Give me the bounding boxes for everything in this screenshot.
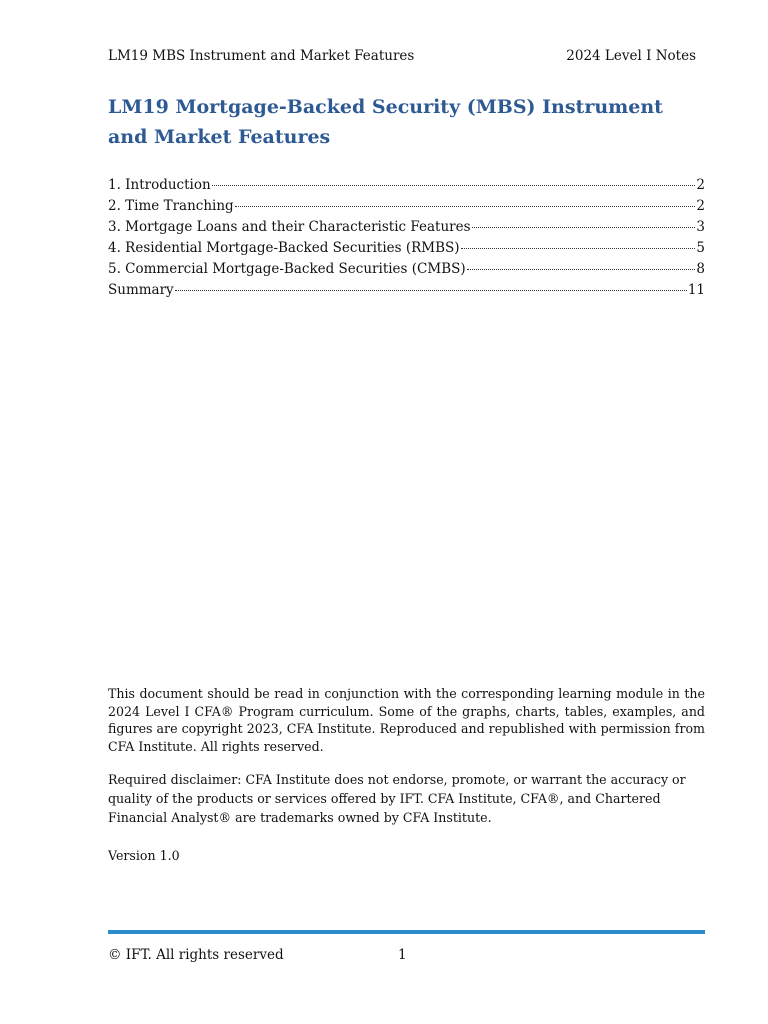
footer-copyright: © IFT. All rights reserved	[108, 947, 284, 963]
toc-entry-page: 2	[696, 177, 705, 193]
toc-entry-label: 4. Residential Mortgage-Backed Securities (RMBS)	[108, 240, 460, 256]
toc-dot-leader	[235, 196, 696, 207]
header-module-title: LM19 MBS Instrument and Market Features	[108, 48, 415, 64]
toc-dot-leader	[461, 238, 696, 249]
header-level-notes: 2024 Level I Notes	[566, 48, 696, 64]
toc-entry-rmbs[interactable]	[108, 238, 705, 259]
toc-dot-leader	[175, 280, 687, 291]
toc-entry-time-tranching[interactable]	[108, 196, 705, 217]
toc-entry-page: 2	[696, 198, 705, 214]
toc-entry-label: 2. Time Tranching	[108, 198, 234, 214]
toc-entry-page: 5	[696, 240, 705, 256]
toc-dot-leader	[212, 175, 696, 186]
toc-entry-label: 1. Introduction	[108, 177, 211, 193]
usage-note: This document should be read in conjunction with the corresponding learning module in the 2024 Level I CFA® Program curriculum. Some of the graphs, charts, tables, examples, and figures are copyright 2023, CFA Institute. Reproduced and republished with permission from CFA Institute. All rights reserved.	[108, 686, 705, 754]
toc-dot-leader	[472, 217, 696, 228]
required-disclaimer: Required disclaimer: CFA Institute does not endorse, promote, or warrant the accuracy or quality of the products or services offered by IFT. CFA Institute, CFA®, and Chartered Financial Analyst® are trademarks owned by CFA Institute.	[108, 772, 686, 825]
table-of-contents	[108, 175, 705, 301]
toc-entry-mortgage-loans[interactable]	[108, 217, 705, 238]
toc-entry-page: 3	[696, 219, 705, 235]
footer-page-number: 1	[398, 947, 407, 963]
toc-entry-summary[interactable]	[108, 280, 705, 301]
toc-entry-page: 11	[687, 282, 705, 298]
toc-entry-label: 5. Commercial Mortgage-Backed Securities (CMBS)	[108, 261, 466, 277]
toc-entry-cmbs[interactable]	[108, 259, 705, 280]
document-title: LM19 Mortgage-Backed Security (MBS) Instrument and Market Features	[108, 96, 663, 148]
toc-dot-leader	[467, 259, 696, 270]
toc-entry-introduction[interactable]	[108, 175, 705, 196]
footer-divider	[108, 930, 705, 934]
toc-entry-page: 8	[696, 261, 705, 277]
toc-entry-label: 3. Mortgage Loans and their Characteristic Features	[108, 219, 471, 235]
version-label: Version 1.0	[108, 848, 180, 863]
toc-entry-label: Summary	[108, 282, 174, 298]
